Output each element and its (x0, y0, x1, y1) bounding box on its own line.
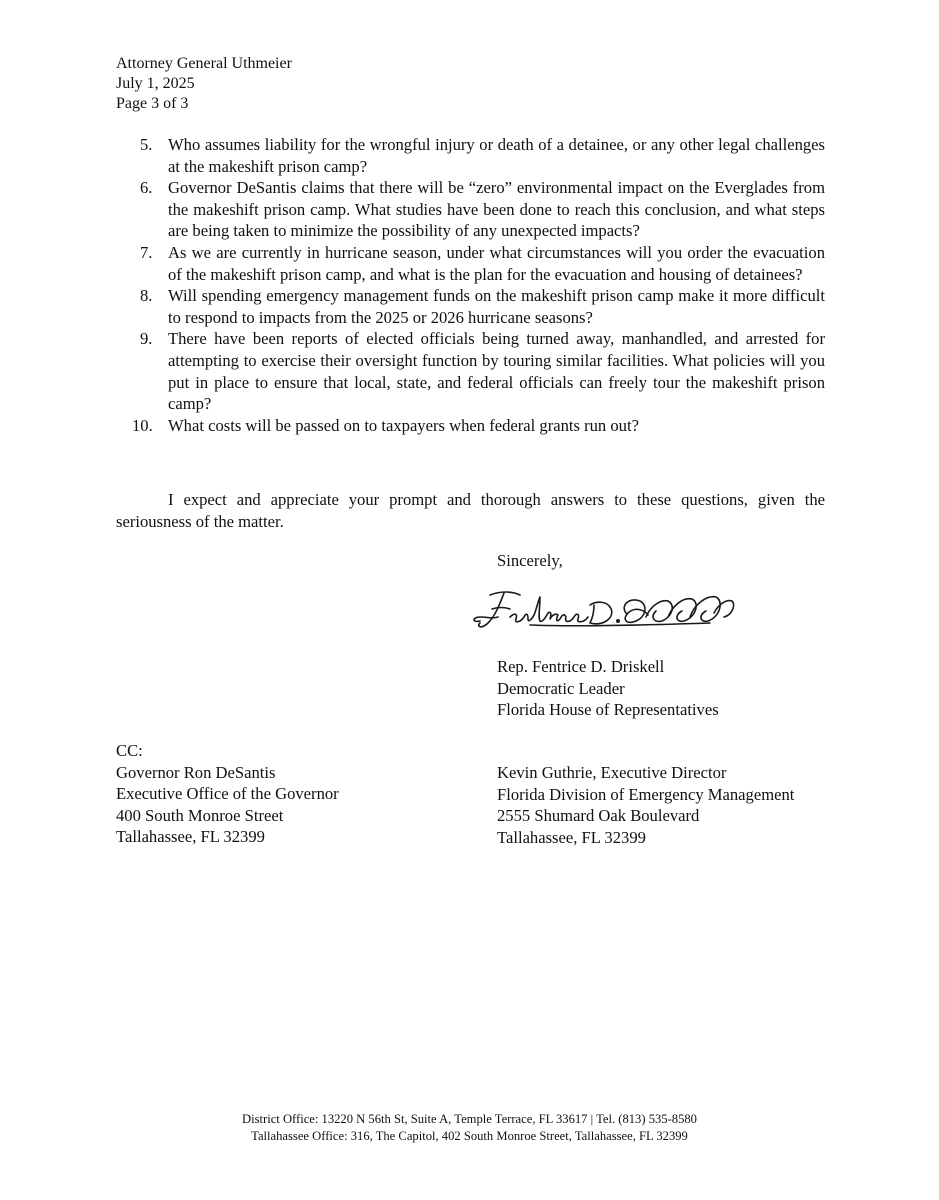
question-number: 7. (140, 242, 153, 262)
question-text: There have been reports of elected officials being turned away, manhandled, and arrested for attempting to exercise their oversight function by touring similar facilities. What policies will you put in place to ensure that local, state, and federal officials can freely tour the makeshift prison camp? (168, 329, 825, 414)
question-number: 6. (140, 178, 153, 198)
signer-title: Democratic Leader (497, 678, 625, 698)
question-number: 9. (140, 329, 153, 349)
question-number: 8. (140, 286, 153, 306)
cc-left-office: Executive Office of the Governor (116, 784, 339, 804)
sincerely-line: Sincerely, (497, 551, 563, 570)
question-text: Will spending emergency management funds on the makeshift prison camp make it more difficult to respond to impacts from the 2025 or 2026 hurricane seasons? (168, 286, 825, 327)
question-item (116, 242, 825, 285)
handwritten-signature (470, 583, 740, 633)
cc-right-block (497, 762, 794, 848)
question-item (116, 134, 825, 177)
question-list (116, 134, 825, 436)
question-item (116, 415, 825, 437)
cc-left-street: 400 South Monroe Street (116, 805, 284, 825)
tallahassee-office-line: Tallahassee Office: 316, The Capitol, 402 South Monroe Street, Tallahassee, FL 32399 (251, 1129, 688, 1143)
letter-header (116, 54, 292, 114)
cc-left-city: Tallahassee, FL 32399 (116, 827, 265, 847)
question-text: As we are currently in hurricane season, under what circumstances will you order the evacuation of the makeshift prison camp, and what is the plan for the evacuation and housing of detainees? (168, 242, 825, 284)
date-line: July 1, 2025 (116, 75, 195, 92)
letter-footer (0, 1111, 939, 1145)
question-number: 10. (132, 415, 153, 435)
cc-right-name: Kevin Guthrie, Executive Director (497, 763, 727, 782)
signer-name: Rep. Fentrice D. Driskell (497, 657, 665, 676)
cc-right-city: Tallahassee, FL 32399 (497, 827, 646, 847)
district-office-line: District Office: 13220 N 56th St, Suite A, Temple Terrace, FL 33617 | Tel. (813) 535-8580 (242, 1112, 697, 1126)
cc-left-name: Governor Ron DeSantis (116, 762, 276, 782)
signer-organization: Florida House of Representatives (497, 700, 719, 720)
signature-block (497, 656, 719, 721)
page-number: Page 3 of 3 (116, 95, 189, 112)
question-text: What costs will be passed on to taxpayers when federal grants run out? (168, 415, 639, 435)
recipient-line: Attorney General Uthmeier (116, 55, 292, 72)
cc-left-block (116, 740, 339, 848)
cc-right-street: 2555 Shumard Oak Boulevard (497, 806, 700, 826)
question-item (116, 285, 825, 328)
question-number: 5. (140, 135, 153, 154)
cc-label: CC: (116, 741, 143, 760)
question-text: Governor DeSantis claims that there will be “zero” environmental impact on the Everglades from the makeshift prison camp. What studies have been done to reach this conclusion, and what steps are being taken to minimize the possibility of any unexpected impacts? (168, 178, 825, 241)
question-item (116, 328, 825, 414)
question-text: Who assumes liability for the wrongful injury or death of a detainee, or any other legal challenges at the makeshift prison camp? (168, 135, 825, 176)
cc-right-office: Florida Division of Emergency Management (497, 784, 795, 804)
question-item (116, 177, 825, 242)
closing-paragraph: I expect and appreciate your prompt and thorough answers to these questions, given the seriousness of the matter. (116, 490, 825, 531)
